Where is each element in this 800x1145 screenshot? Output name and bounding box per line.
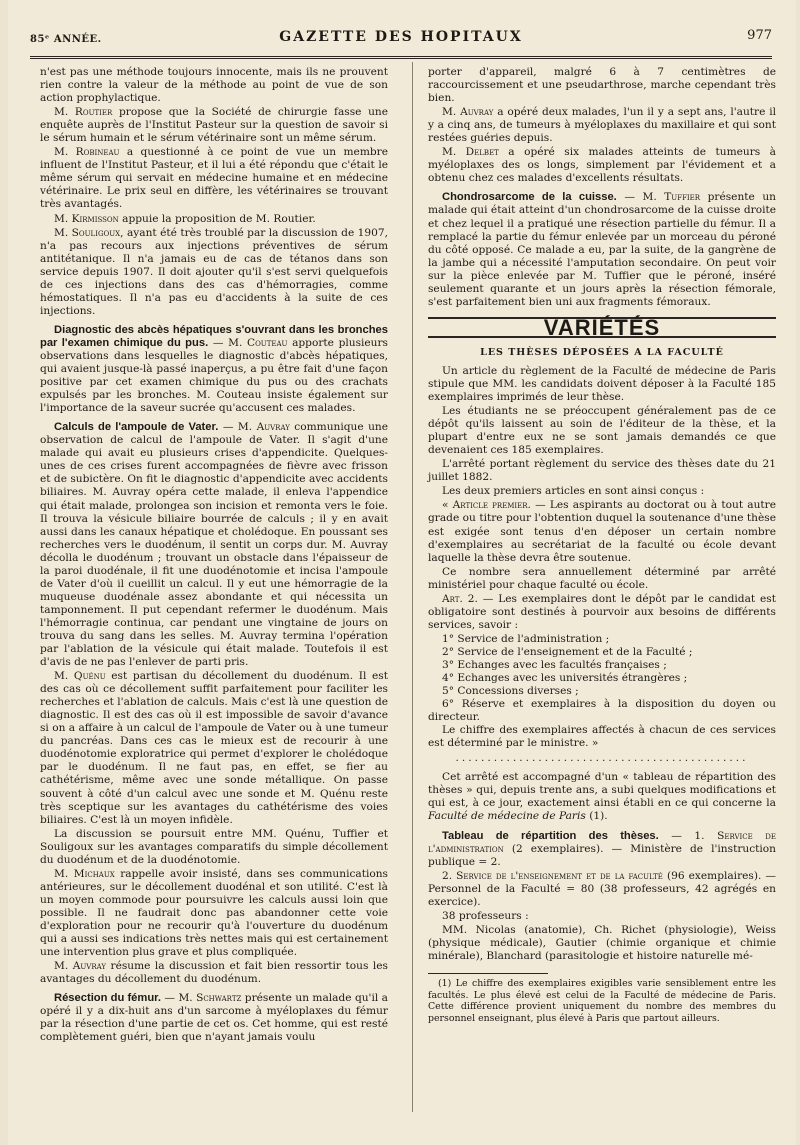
- column-separator: [412, 62, 413, 1112]
- paragraph: n'est pas une méthode toujours innocente, mais ils ne prouvent rien contre la valeur de la méthode au point de vue de son action prophylactique.: [40, 66, 388, 105]
- list-item: 1° Service de l'administration ;: [442, 632, 610, 645]
- list-item: 5° Concessions diverses ;: [442, 685, 579, 698]
- section-title: Chondrosarcome de la cuisse.: [442, 191, 617, 204]
- section-resection-femur: Résection du fémur. — M. Schwartz présente un malade qu'il a opéré il y a dix-huit ans d'un sarcome à myéloplaxes du fémur par la résection d'une partie de cet os. Cet homme, qui est resté complètement guéri, bien que n'ayant jamais voulu: [40, 992, 388, 1044]
- paragraph: M. Quénu est partisan du décollement du duodénum. Il est des cas où ce décollement suffit parfaitement pour faciliter les recherches et l'ablation de calculs. Mais c'est là une question de diagnostic. Il est des cas où il est impossible de savoir d'avance si on a affaire à un calcul de l'ampoule de Vater ou à une tumeur du pancréas. Dans ces cas le mieux est de recourir à une duodénotomie exploratrice qui permet d'explorer le cholédoque par le duodénum. Il ne faut pas, en effet, se fier au cathétérisme, même avec une sonde métallique. On passe souvent à côté d'un calcul avec une sonde et M. Quénu reste très sceptique sur les avantages du cathétérisme des voies biliaires. C'est là un moyen infidèle.: [40, 670, 388, 826]
- paragraph: MM. Nicolas (anatomie), Ch. Richet (physiologie), Weiss (physique médicale), Gautier (chimie organique et chimie minérale), Blanchard (parasitologie et histoire naturelle mé-: [428, 923, 776, 962]
- list-item: 4° Echanges avec les universités étrangères ;: [442, 672, 688, 685]
- paragraph: « Article premier. — Les aspirants au doctorat ou à tout autre grade ou titre pour l'obtention duquel la soutenance d'une thèse est exigée sont tenus d'en déposer un certain nombre d'exemplaires au secrétariat de la faculté ou école devant laquelle la thèse devra être soutenue.: [428, 499, 776, 564]
- paragraph: M. Auvray a opéré deux malades, l'un il y a sept ans, l'autre il y a cinq ans, de tumeurs à myéloplaxes du maxillaire et qui sont restées guéries depuis.: [428, 106, 776, 145]
- paragraph: 38 professeurs :: [442, 909, 529, 922]
- left-column: [40, 66, 388, 1045]
- paragraph: M. Routier propose que la Société de chirurgie fasse une enquête auprès de l'Institut Pasteur sur la question de savoir si le sérum humain et le sérum vétérinaire sont un même sérum.: [40, 106, 388, 145]
- list-item: 2° Service de l'enseignement et de la Faculté ;: [442, 645, 693, 658]
- paragraph: M. Auvray résume la discussion et fait bien ressortir tous les avantages du décollement du duodénum.: [40, 960, 388, 986]
- varietes-heading: VARIÉTÉS: [428, 317, 776, 338]
- section-title: Résection du fémur.: [54, 992, 162, 1005]
- paragraph: Les deux premiers articles en sont ainsi conçus :: [442, 485, 705, 498]
- volume-year: 85ᵉ ANNÉE.: [30, 34, 102, 45]
- paragraph: Ce nombre sera annuellement déterminé par arrêté ministériel pour chaque faculté ou école.: [428, 565, 776, 591]
- section-title: Diagnostic des abcès hépatiques s'ouvrant dans les bronches par l'examen chimique du pus.: [40, 323, 388, 349]
- paragraph: M. Robineau a questionné à ce point de vue un membre influent de l'Institut Pasteur, et il lui a été répondu que c'était le même sérum qui servait en médecine humaine et en médecine vétérinaire. Le prix seul en diffère, les vétérinaires se trouvant très avantagés.: [40, 146, 388, 211]
- services-list: [428, 633, 776, 724]
- right-column: [428, 66, 776, 1024]
- paragraph: Art. 2. — Les exemplaires dont le dépôt par le candidat est obligatoire sont destinés à pourvoir aux besoins de différents services, savoir :: [428, 592, 776, 631]
- journal-title: GAZETTE DES HOPITAUX: [279, 29, 523, 45]
- paragraph: L'arrêté portant règlement du service des thèses date du 21 juillet 1882.: [428, 458, 776, 484]
- paragraph: Un article du règlement de la Faculté de médecine de Paris stipule que MM. les candidats doivent déposer à la Faculté 185 exemplaires imprimés de leur thèse.: [428, 364, 776, 404]
- section-title: Tableau de répartition des thèses.: [442, 829, 659, 842]
- footnote: [428, 978, 776, 1024]
- footnote-text: (1) Le chiffre des exemplaires exigibles varie sensiblement entre les facultés. Le plus élevé est celui de la Faculté de médecine de Paris. Cette différence provient uniquement du nombre des membres du personnel enseignant, plus élevé à Paris que partout ailleurs.: [428, 978, 776, 1024]
- paragraph: Cet arrêté est accompagné d'un « tableau de répartition des thèses » qui, depuis trente ans, a subi quelques modifications et qui est, à ce jour, exactement ainsi établi en ce qui concerne la Faculté de médecine de Paris (1).: [428, 771, 776, 823]
- paragraph: porter d'appareil, malgré 6 à 7 centimètres de raccourcissement et une pseudarthrose, marche cependant très bien.: [428, 66, 776, 105]
- page-header: [30, 26, 772, 54]
- list-item: 6° Réserve et exemplaires à la disposition du doyen ou directeur.: [428, 698, 776, 724]
- section-diagnostic-abces: Diagnostic des abcès hépatiques s'ouvrant dans les bronches par l'examen chimique du pus. — M. Couteau apporte plusieurs observations dans lesquelles le diagnostic d'abcès hépatiques, qui avaient jusque-là passé inaperçus, a pu être fait d'une façon positive par cet examen chimique du pus ou des crachats expulsés par les bronches. M. Couteau insiste également sur l'importance de la saveur sucrée qu'accusent ces malades.: [40, 323, 388, 415]
- paragraph: Le chiffre des exemplaires affectés à chacun de ces services est déterminé par le ministre. »: [428, 724, 776, 750]
- paragraph: M. Souligoux, ayant été très troublé par la discussion de 1907, n'a pas recours aux injections préventives de sérum antitétanique. Il n'a jamais eu de cas de tétanos dans son service depuis 1907. Il doit ajouter qu'il s'est servi quelquefois de ces injections dans des cas d'hémorragies, comme hémostatiques. Il n'a pas eu d'accidents à la suite de ces injections.: [40, 226, 388, 317]
- paragraph: M. Kirmisson appuie la proposition de M. Routier.: [54, 212, 316, 225]
- paragraph: M. Michaux rappelle avoir insisté, dans ses communications antérieures, sur le décollement duodénal et son utilité. C'est là un moyen commode pour poursuivre les calculs aussi loin que possible. Il ne faudrait donc pas abandonner cette voie d'exploration pour ne recourir qu'à l'ouverture du duodénum qui a aussi ses indications très nettes mais qui est certainement une intervention plus grave et plus compliquée.: [40, 867, 388, 959]
- section-calculs-vater: Calculs de l'ampoule de Vater. — M. Auvray communique une observation de calcul de l'ampoule de Vater. Il s'agit d'une malade qui avait eu plusieurs crises d'appendicite. Quelques-unes de ces crises furent accompagnées de fièvre avec frisson et de subictère. On fit le diagnostic d'appendicite avec accidents biliaires. M. Auvray opéra cette malade, il enleva l'appendice qui était malade, prolongea son incision et remonta vers le foie. Il trouva la vésicule biliaire bourrée de calculs ; il y en avait aussi dans les canaux hépatique et cholédoque. En poussant ses recherches vers le duodénum, il sentit un corps dur. M. Auvray décolla le duodénum ; trouvant un obstacle dans l'épaisseur de la paroi duodénale, il fit une duodénotomie et incisa l'ampoule de Vater d'où il cueillit un calcul. Il y eut une hémorragie de la muqueuse duodénale assez abondante et qui nécessita un tamponnement. Il put cependant refermer le duodénum. Mais l'hémorragie continua, car pendant une vingtaine de jours on trouva du sang dans les selles. M. Auvray termina l'opération par l'ablation de la vésicule qui était malade. Toutefois il est d'avis de ne pas l'enlever de parti pris.: [40, 421, 388, 669]
- section-chondrosarcome: Chondrosarcome de la cuisse. — M. Tuffier présente un malade qui était atteint d'un chondrosarcome de la cuisse droite et chez lequel il a pratiqué une résection partielle du fémur. Il a remplacé la partie du fémur enlevée par un morceau du péroné du côté opposé. Ce malade a eu, par la suite, de la gangrène de la jambe qui a nécessité l'amputation secondaire. On peut voir sur la pièce enlevée par M. Tuffier que le péroné, inséré seulement quarante et un jours après la résection fémorale, s'est parfaitement bien uni aux fragments fémoraux.: [428, 191, 776, 308]
- paragraph: La discussion se poursuit entre MM. Quénu, Tuffier et Souligoux sur les avantages comparatifs du simple décollement du duodénum et de la duodénotomie.: [40, 827, 388, 866]
- section-title: Calculs de l'ampoule de Vater.: [54, 421, 219, 434]
- newspaper-page: [8, 0, 796, 1145]
- article-title: LES THÈSES DÉPOSÉES A LA FACULTÉ: [480, 346, 724, 358]
- dotted-separator: ..............................................: [455, 752, 749, 765]
- list-item: 3° Echanges avec les facultés françaises ;: [442, 658, 667, 671]
- section-tableau-repartition: Tableau de répartition des thèses. — 1. Service de l'administration (2 exemplaires). — Ministère de l'instruction publique = 2.: [428, 829, 777, 868]
- page-number: 977: [747, 28, 772, 43]
- paragraph: M. Delbet a opéré six malades atteints de tumeurs à myéloplaxes des os longs, simplement par l'évidement et a obtenu chez ces malades d'excellents résultats.: [428, 146, 776, 185]
- header-rule: [30, 56, 772, 59]
- footnote-rule: [428, 973, 548, 974]
- paragraph: 2. Service de l'enseignement et de la faculté (96 exemplaires). — Personnel de la Faculté = 80 (38 professeurs, 42 agrégés en exercice).: [428, 869, 776, 908]
- paragraph: Les étudiants ne se préoccupent généralement pas de ce dépôt qu'ils laissent au soin de l'éditeur de la thèse, et la plupart d'entre eux ne se sont jamais demandés ce que devenaient ces 185 exemplaires.: [428, 405, 776, 457]
